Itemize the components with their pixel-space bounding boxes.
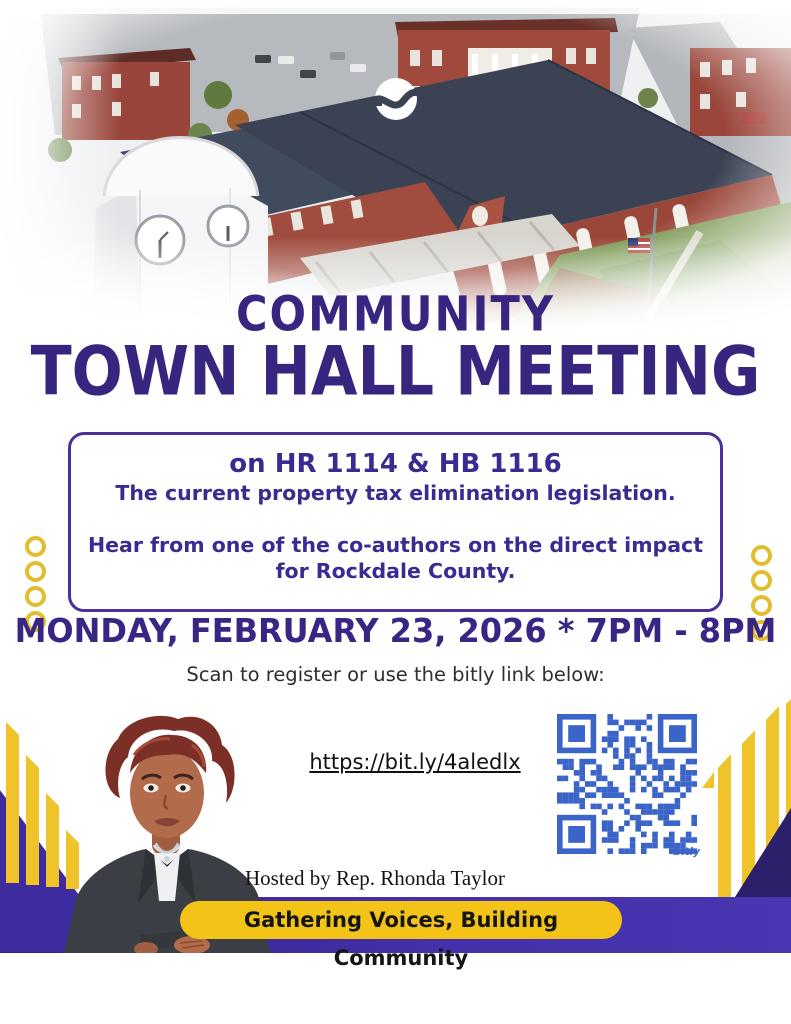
org-logo-icon xyxy=(375,78,417,120)
title-community: COMMUNITY xyxy=(235,287,556,343)
info-box xyxy=(68,432,723,612)
tagline-pill: Gathering Voices, Building Community xyxy=(180,901,622,939)
registration-link[interactable]: https://bit.ly/4aledlx xyxy=(309,750,521,774)
qr-code xyxy=(552,708,702,860)
aerial-photo xyxy=(0,0,791,332)
event-datetime: MONDAY, FEBRUARY 23, 2026 * 7PM - 8PM xyxy=(14,611,777,650)
info-box-body xyxy=(71,533,720,584)
info-box-body-line2: for Rockdale County. xyxy=(275,558,516,583)
ring-ornament-left-3 xyxy=(25,586,46,607)
ring-ornament-left-1 xyxy=(25,536,46,557)
ring-ornament-right-1 xyxy=(751,545,772,566)
info-box-subheading: The current property tax elimination legislation. xyxy=(115,481,676,505)
registration-link-wrap xyxy=(260,750,570,774)
ring-ornament-right-2 xyxy=(751,570,772,591)
scan-instruction: Scan to register or use the bitly link below: xyxy=(186,663,605,686)
hosted-by: Hosted by Rep. Rhonda Taylor xyxy=(244,866,506,890)
info-box-heading: on HR 1114 & HB 1116 xyxy=(229,449,562,479)
title-town-hall-meeting: TOWN HALL MEETING xyxy=(30,331,761,411)
info-box-body-line1: Hear from one of the co-authors on the direct impact xyxy=(87,533,704,557)
qr-code-pattern xyxy=(557,714,697,854)
ring-ornament-left-2 xyxy=(25,561,46,582)
qr-caption: bitly xyxy=(673,846,700,858)
